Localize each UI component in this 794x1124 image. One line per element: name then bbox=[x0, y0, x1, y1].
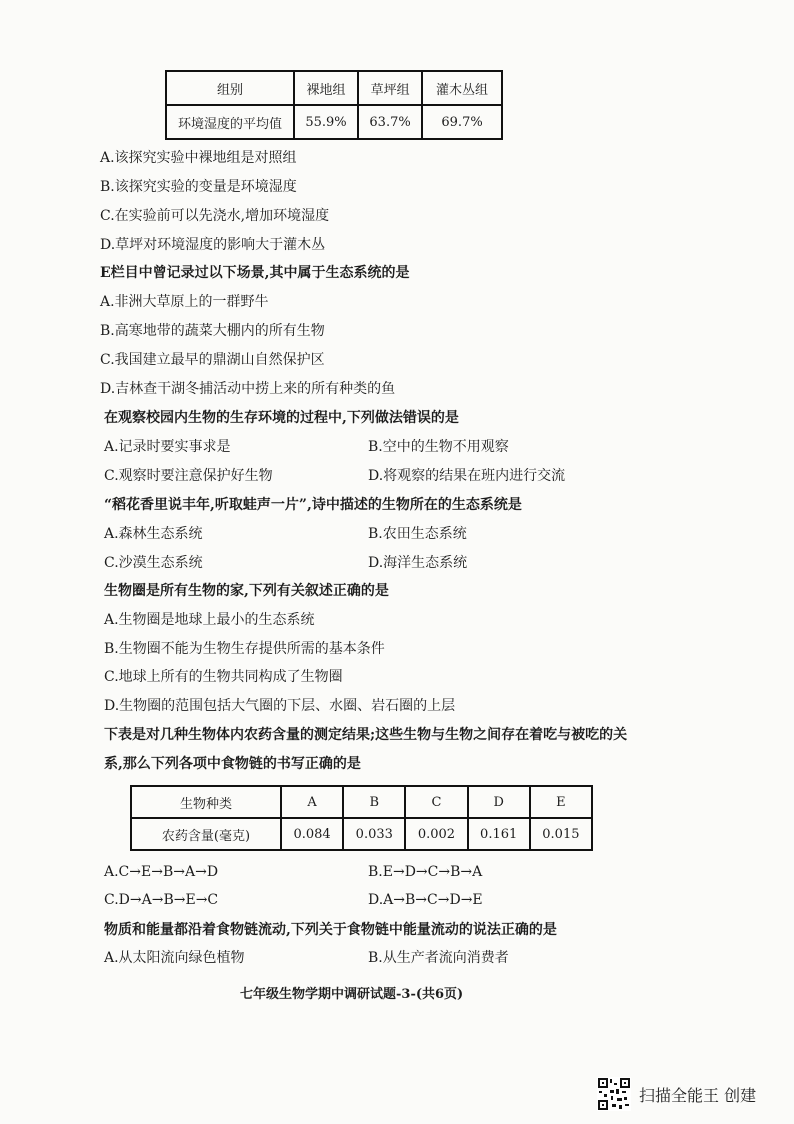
option-b: B.农田生态系统 bbox=[368, 526, 467, 542]
qr-code-icon bbox=[597, 1077, 631, 1111]
table-cell: B bbox=[343, 786, 405, 818]
table-cell: 草坪组 bbox=[358, 71, 422, 105]
option-c: C.D→A→B→E→C bbox=[104, 892, 219, 908]
question-stem: E栏目中曾记录过以下场景,其中属于生态系统的是 bbox=[100, 265, 410, 281]
option-d: D.A→B→C→D→E bbox=[368, 892, 483, 908]
option-d: D.海洋生态系统 bbox=[368, 555, 468, 571]
option-b: B.该探究实验的变量是环境湿度 bbox=[100, 179, 297, 195]
table-cell: 0.002 bbox=[405, 818, 467, 850]
table-cell: 69.7% bbox=[422, 105, 502, 139]
option-b: B.从生产者流向消费者 bbox=[368, 950, 509, 966]
humidity-table bbox=[165, 70, 503, 140]
option-a: A.记录时要实事求是 bbox=[104, 439, 231, 455]
option-b: B.空中的生物不用观察 bbox=[368, 439, 509, 455]
table-cell: 0.015 bbox=[530, 818, 592, 850]
scanner-watermark bbox=[597, 1077, 756, 1111]
scanner-label: 扫描全能王 创建 bbox=[639, 1085, 757, 1105]
option-a: A.生物圈是地球上最小的生态系统 bbox=[104, 612, 315, 628]
table-cell: 农药含量(毫克) bbox=[131, 818, 281, 850]
table-cell: D bbox=[468, 786, 530, 818]
table-cell: 组别 bbox=[166, 71, 294, 105]
option-a: A.该探究实验中裸地组是对照组 bbox=[100, 150, 297, 166]
table-cell: 灌木丛组 bbox=[422, 71, 502, 105]
option-b: B.E→D→C→B→A bbox=[368, 864, 483, 880]
option-a: A.森林生态系统 bbox=[104, 526, 203, 542]
option-c: C.在实验前可以先浇水,增加环境湿度 bbox=[100, 208, 330, 224]
option-c: C.地球上所有的生物共同构成了生物圈 bbox=[104, 669, 343, 685]
question-stem: 下表是对几种生物体内农药含量的测定结果;这些生物与生物之间存在着吃与被吃的关 bbox=[104, 727, 628, 743]
question-stem: “稻花香里说丰年,听取蛙声一片”,诗中描述的生物所在的生态系统是 bbox=[104, 497, 522, 513]
pesticide-table bbox=[130, 785, 593, 851]
option-d: D.草坪对环境湿度的影响大于灌木丛 bbox=[100, 237, 326, 253]
table-row bbox=[131, 818, 592, 850]
table-cell: 0.033 bbox=[343, 818, 405, 850]
option-c: C.我国建立最早的鼎湖山自然保护区 bbox=[100, 352, 325, 368]
table-cell: 裸地组 bbox=[294, 71, 358, 105]
page-footer: 七年级生物学期中调研试题-3-(共6页) bbox=[240, 987, 464, 1002]
table-cell: A bbox=[281, 786, 343, 818]
option-b: B.生物圈不能为生物生存提供所需的基本条件 bbox=[104, 641, 385, 657]
option-a: A.非洲大草原上的一群野牛 bbox=[100, 294, 269, 310]
option-d: D.吉林查干湖冬捕活动中捞上来的所有种类的鱼 bbox=[100, 381, 396, 397]
table-header-row bbox=[166, 71, 502, 105]
option-d: D.生物圈的范围包括大气圈的下层、水圈、岩石圈的上层 bbox=[104, 698, 456, 714]
option-c: C.观察时要注意保护好生物 bbox=[104, 468, 273, 484]
option-a: A.C→E→B→A→D bbox=[104, 864, 219, 880]
table-cell: 55.9% bbox=[294, 105, 358, 139]
question-stem-cont: 系,那么下列各项中食物链的书写正确的是 bbox=[104, 756, 361, 772]
table-cell: E bbox=[530, 786, 592, 818]
option-d: D.将观察的结果在班内进行交流 bbox=[368, 468, 566, 484]
question-stem: 生物圈是所有生物的家,下列有关叙述正确的是 bbox=[104, 583, 389, 599]
table-cell: 环境湿度的平均值 bbox=[166, 105, 294, 139]
option-c: C.沙漠生态系统 bbox=[104, 555, 203, 571]
question-stem: 在观察校园内生物的生存环境的过程中,下列做法错误的是 bbox=[104, 410, 459, 426]
question-stem: 物质和能量都沿着食物链流动,下列关于食物链中能量流动的说法正确的是 bbox=[104, 922, 557, 938]
option-a: A.从太阳流向绿色植物 bbox=[104, 950, 245, 966]
table-cell: 0.084 bbox=[281, 818, 343, 850]
table-cell: C bbox=[405, 786, 467, 818]
table-cell: 63.7% bbox=[358, 105, 422, 139]
table-header-row bbox=[131, 786, 592, 818]
table-cell: 0.161 bbox=[468, 818, 530, 850]
option-b: B.高寒地带的蔬菜大棚内的所有生物 bbox=[100, 323, 325, 339]
table-row bbox=[166, 105, 502, 139]
table-cell: 生物种类 bbox=[131, 786, 281, 818]
